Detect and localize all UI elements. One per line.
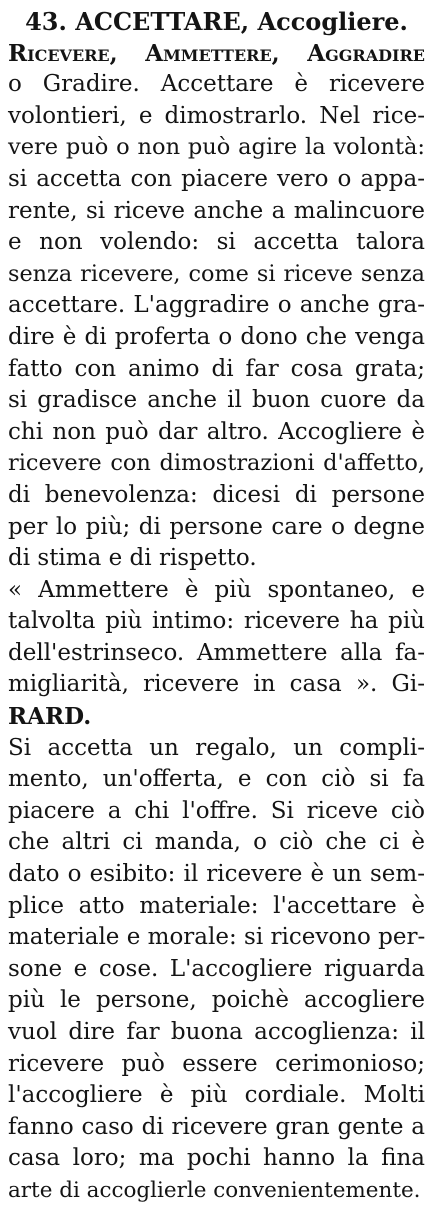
text-line: di stima e di rispetto. [8,545,257,572]
text-line: ricevere con dimostrazioni d'affetto, [8,450,425,477]
text-line: dire è di proferta o dono che venga [8,323,425,350]
text-line: si accetta con piacere vero o appa- [8,165,425,192]
text-line: o Gradire. Accettare è ricevere [8,71,425,98]
text-line: fanno caso di ricevere gran gente a [8,1113,425,1140]
text-line: rente, si riceve anche a malincuore [8,197,425,224]
text-line: fatto con animo di far cosa grata; [8,355,425,382]
entry-heading: 43. ACCETTARE, Accogliere. [25,7,408,36]
quote-attribution: RARD. [8,703,92,731]
text-line: per lo più; di persone care o degne [8,513,425,540]
text-line: piacere a chi l'offre. Si riceve ciò [8,797,425,824]
text-line: accettare. L'aggradire o anche gra- [8,292,425,319]
text-line: ricevere può essere cerimonioso; [8,1050,425,1077]
text-line: materiale e morale: si ricevono per- [8,924,426,951]
text-line: vuol dire far buona accoglienza: il [8,1019,425,1045]
text-line: chi non può dar altro. Accogliere è [8,418,425,445]
text-line: sone e cose. L'accogliere riguarda [8,955,425,982]
text-line: che altri ci manda, o ciò che ci è [8,829,425,856]
text-line: mento, un'offerta, e con ciò si fa [8,766,425,793]
text-line: più le persone, poichè accogliere [8,987,425,1014]
text-line: dato o esibito: il ricevere è un sem- [8,861,425,888]
text-line: senza ricevere, come si riceve senza [8,260,425,287]
text-line: plice atto materiale: l'accettare è [8,892,425,919]
quote-line: talvolta più intimo: ricevere ha più [8,608,425,635]
text-line: si gradisce anche il buon cuore da [8,387,425,414]
quote-line: dell'estrinseco. Ammettere alla fa- [8,639,425,666]
text-line: di benevolenza: dicesi di persone [8,481,425,508]
text-line: e non volendo: si accetta talora [8,229,425,256]
quote-line: migliarità, ricevere in casa ». Gi- [8,671,425,698]
text-line: volontieri, e dimostrarlo. Nel rice- [8,102,425,129]
quote-line: « Ammettere è più spontaneo, e [8,576,425,603]
text-line: arte di accoglierle convenientemente. [8,1177,421,1203]
text-line: vere può o non può agire la volontà: [8,134,425,161]
entry-synonyms: Ricevere, Ammettere, Aggradire [8,39,425,67]
text-line: casa loro; ma pochi hanno la fina [8,1145,425,1172]
text-line: l'accogliere è più cordiale. Molti [8,1082,425,1109]
entry-block [8,6,425,1207]
text-line: Si accetta un regalo, un compli- [8,734,425,761]
